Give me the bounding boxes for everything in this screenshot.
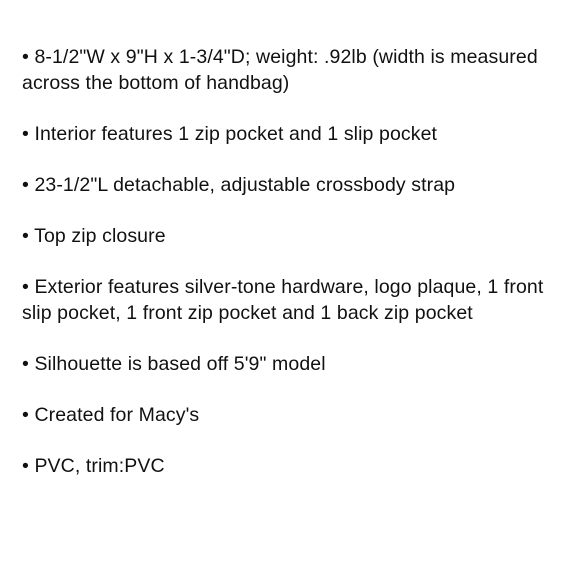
detail-interior-pockets: • Interior features 1 zip pocket and 1 slip pocket [22, 123, 438, 145]
detail-closure: • Top zip closure [22, 225, 166, 247]
detail-material: • PVC, trim:PVC [22, 455, 165, 477]
detail-strap: • 23-1/2"L detachable, adjustable crossbody strap [22, 174, 456, 196]
detail-dimensions: • 8-1/2"W x 9"H x 1-3/4"D; weight: .92lb (width is measured across the bottom of handbag) [22, 46, 538, 94]
detail-silhouette: • Silhouette is based off 5'9" model [22, 353, 326, 375]
detail-exterior: • Exterior features silver-tone hardware, logo plaque, 1 front slip pocket, 1 front zip pocket and 1 back zip pocket [22, 276, 544, 324]
detail-created-for: • Created for Macy's [22, 404, 200, 426]
product-details-list [22, 44, 558, 504]
